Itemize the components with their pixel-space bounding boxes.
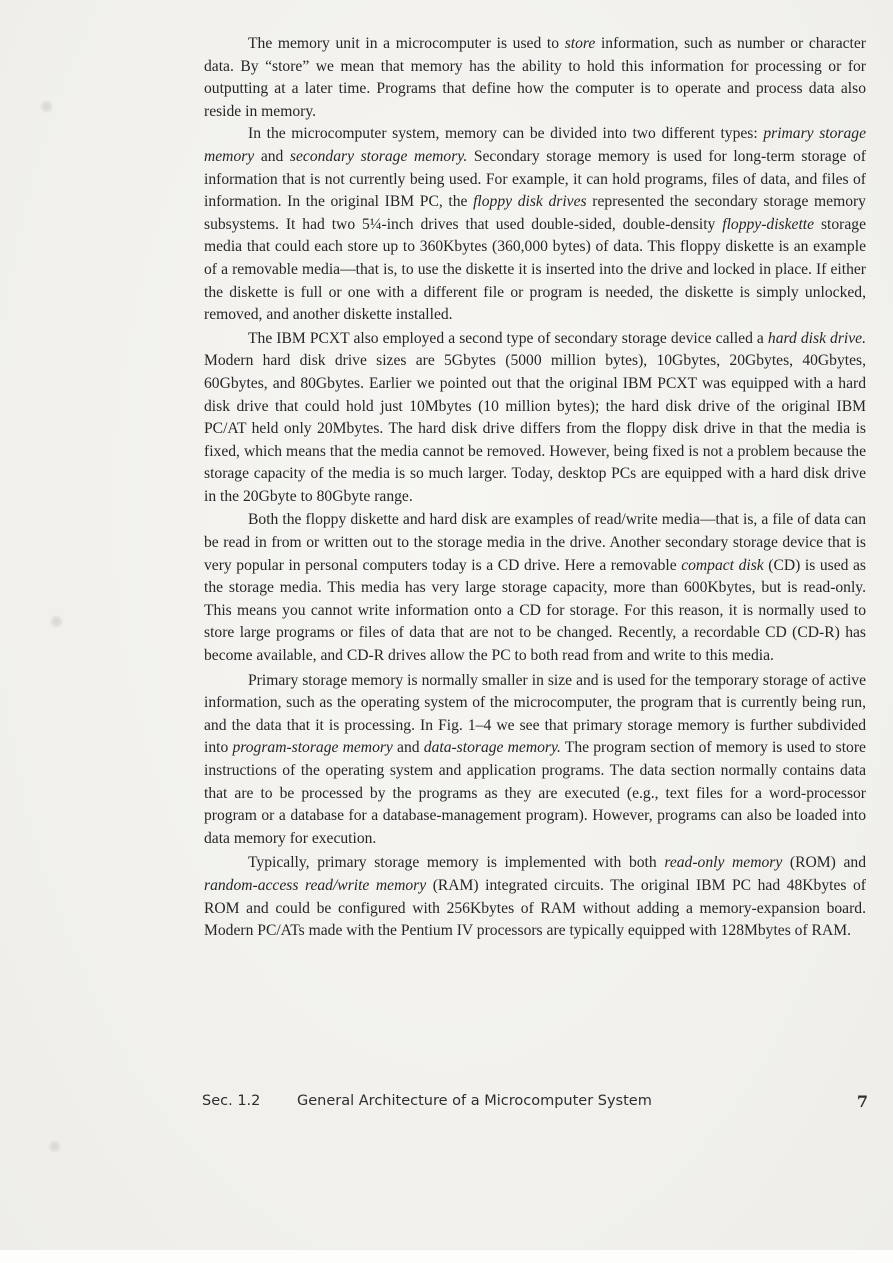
text-segment: (CD) is used as the storage media. This media has very large storage capacity, more than 600Kbytes, but is read-only. This means you cannot write information onto a CD for storage. For this reason, it is normally used to store large programs or files of data that are not to be changed. Recently, a recordable CD (CD-R) has become available, and CD-R drives allow the PC to both read from and write to this media. (204, 556, 866, 665)
text-segment: and (392, 739, 424, 757)
paragraph (204, 328, 866, 509)
italic-term: store (564, 35, 596, 52)
text-segment: Both the floppy diskette and hard disk are examples of read/write media—that is, a file of data can be read in from or written out to the storage media in the drive. Another secondary storage device that is very popular in personal computers today is a CD drive. Here a removable (204, 511, 866, 574)
italic-term: program-storage memory (232, 739, 393, 757)
italic-term: compact disk (681, 556, 764, 574)
italic-term: floppy-diskette (722, 215, 815, 233)
body-text (204, 33, 866, 943)
italic-term: floppy disk drives (473, 193, 587, 211)
footer-chapter-title: General Architecture of a Microcomputer System (297, 1093, 652, 1109)
paragraph (204, 123, 866, 326)
text-segment: storage media that could each store up to 360Kbytes (360,000 bytes) of data. This floppy diskette is an example of a removable media—that is, to use the diskette it is inserted into the drive and locked in place. If either the diskette is full or one with a different file or program is needed, the diskette is simply unlocked, removed, and another diskette installed. (204, 215, 866, 324)
page-footer (202, 1093, 872, 1115)
text-segment: The memory unit in a microcomputer is used to (248, 35, 565, 52)
text-segment: Typically, primary storage memory is implemented with both (248, 854, 665, 872)
text-segment: The IBM PCXT also employed a second type of secondary storage device called a (248, 329, 768, 347)
text-segment: represented the secondary storage memory subsystems. It had two 5¼-inch drives that used double-sided, double-density (204, 193, 866, 233)
text-segment: (RAM) integrated circuits. The original IBM PC had 48Kbytes of ROM and could be configured with 256Kbytes of RAM without adding a memory-expansion board. Modern PC/ATs made with the Pentium IV processors are typically equipped with 128Mbytes of RAM. (204, 876, 867, 940)
paragraph (204, 509, 866, 667)
punch-hole-mark (48, 1140, 61, 1153)
text-segment: (ROM) and (782, 854, 866, 872)
italic-term: hard disk drive. (767, 329, 866, 347)
italic-term: read-only memory (664, 854, 783, 872)
italic-term: primary storage memory (204, 125, 866, 165)
page-number: 7 (856, 1092, 868, 1111)
text-segment: Modern hard disk drive sizes are 5Gbytes (5000 million bytes), 10Gbytes, 20Gbytes, 40Gbytes, 60Gbytes, and 80Gbytes. Earlier we pointed out that the original IBM PCXT was equipped with a hard disk drive that could hold just 10Mbytes (10 million bytes); the hard disk drive of the original IBM PC/AT held only 20Mbytes. The hard disk drive differs from the floppy disk drive in that the media is fixed, which means that the media cannot be removed. However, being fixed is not a problem because the storage capacity of the media is so much larger. Today, desktop PCs are equipped with a hard disk drive in the 20Gbyte to 80Gbyte range. (204, 352, 866, 505)
text-segment: information, such as number or character data. By “store” we mean that memory has the ability to hold this information for processing or for outputting at a later time. Programs that define how the computer is to operate and process data also reside in memory. (204, 35, 866, 120)
paragraph (204, 33, 866, 123)
text-segment: and (254, 147, 290, 165)
text-segment: Secondary storage memory is used for long-term storage of information that is not currently being used. For example, it can hold programs, files of data, and files of information. In the original IBM PC, the (204, 147, 866, 211)
text-segment: The program section of memory is used to store instructions of the operating system and application programs. The data section normally contains data that are to be processed by the programs as they are executed (e.g., text files for a word-processor program or a database for a database-management program). However, programs can also be loaded into data memory for execution. (204, 739, 866, 847)
punch-hole-mark (50, 615, 63, 628)
paragraph (204, 852, 866, 942)
footer-section: Sec. 1.2 (202, 1093, 261, 1109)
italic-term: secondary storage memory. (289, 147, 468, 165)
italic-term: random-access read/write memory (204, 876, 427, 894)
italic-term: data-storage memory. (423, 739, 561, 757)
paragraph (204, 670, 866, 851)
punch-hole-mark (40, 100, 53, 113)
text-segment: In the microcomputer system, memory can be divided into two different types: (248, 125, 764, 143)
scan-edge (0, 1250, 893, 1263)
text-segment: Primary storage memory is normally smaller in size and is used for the temporary storage of active information, such as the operating system of the microcomputer, the program that is currently being run, and the data that it is processing. In Fig. 1–4 we see that primary storage memory is further subdivided into (204, 671, 866, 757)
